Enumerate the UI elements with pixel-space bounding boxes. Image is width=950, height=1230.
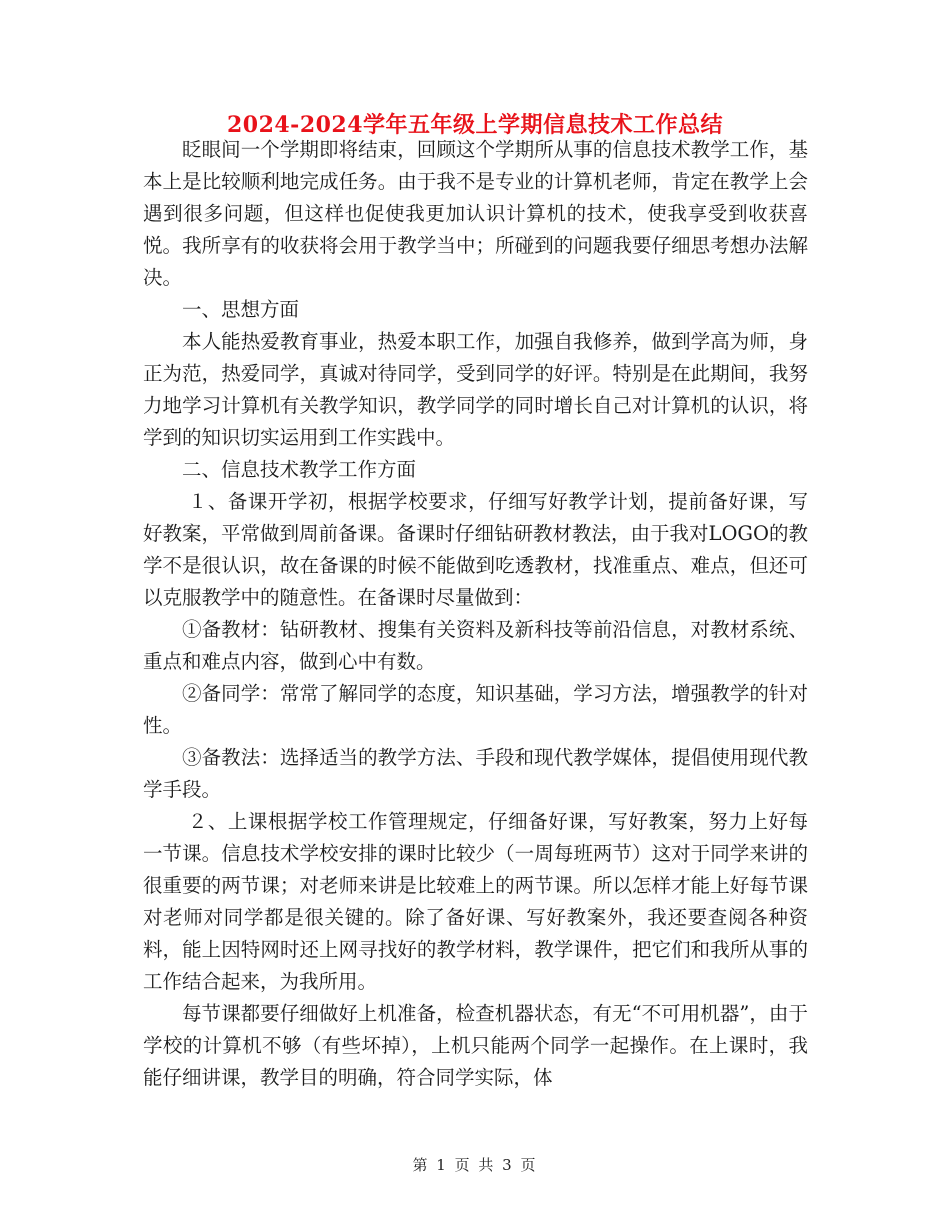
- item-class-teaching-continued: 每节课都要仔细做好上机准备，检查机器状态，有无“不可用机器”，由于学校的计算机不够（有些坏掉），上机只能两个同学一起操作。在上课时，我能仔细讲课，教学目的明确，符合同学实际，体: [143, 1002, 808, 1089]
- section-heading-thought: 一、思想方面: [182, 298, 300, 321]
- document-body: [143, 134, 808, 1094]
- sub-item-students: ②备同学：常常了解同学的态度，知识基础，学习方法，增强教学的针对性。: [143, 682, 808, 737]
- intro-paragraph: 眨眼间一个学期即将结束，回顾这个学期所从事的信息技术教学工作，基本上是比较顺利地完成任务。由于我不是专业的计算机老师，肯定在教学上会遇到很多问题，但这样也促使我更加认识计算机的技术，使我享受到收获喜悦。我所享有的收获将会用于教学当中；所碰到的问题我要仔细思考想办法解决。: [143, 138, 808, 289]
- item-class-teaching: ２、上课根据学校工作管理规定，仔细备好课，写好教案，努力上好每一节课。信息技术学校安排的课时比较少（一周每班两节）这对于同学来讲的很重要的两节课；对老师来讲是比较难上的两节课。所以怎样才能上好每节课对老师对同学都是很关键的。除了备好课、写好教案外，我还要查阅各种资料，能上因特网时还上网寻找好的教学材料，教学课件，把它们和我所从事的工作结合起来，为我所用。: [143, 810, 808, 993]
- sub-item-methods: ③备教法：选择适当的教学方法、手段和现代教学媒体，提倡使用现代教学手段。: [143, 746, 808, 801]
- section-body-thought: 本人能热爱教育事业，热爱本职工作，加强自我修养，做到学高为师，身正为范，热爱同学，真诚对待同学，受到同学的好评。特别是在此期间，我努力地学习计算机有关教学知识，教学同学的同时增长自己对计算机的认识，将学到的知识切实运用到工作实践中。: [143, 330, 808, 449]
- document-title: 2024-2024学年五年级上学期信息技术工作总结: [226, 112, 724, 138]
- page-footer: 第 1 页 共 3 页: [412, 1156, 538, 1174]
- section-heading-teaching: 二、信息技术教学工作方面: [182, 458, 417, 481]
- item-lesson-prep: １、备课开学初，根据学校要求，仔细写好教学计划，提前备好课，写好教案，平常做到周前备课。备课时仔细钻研教材教法，由于我对LOGO的教学不是很认识，故在备课的时候不能做到吃透教材，找准重点、难点，但还可以克服教学中的随意性。在备课时尽量做到：: [143, 490, 808, 609]
- sub-item-materials: ①备教材：钻研教材、搜集有关资料及新科技等前沿信息，对教材系统、重点和难点内容，做到心中有数。: [143, 618, 808, 673]
